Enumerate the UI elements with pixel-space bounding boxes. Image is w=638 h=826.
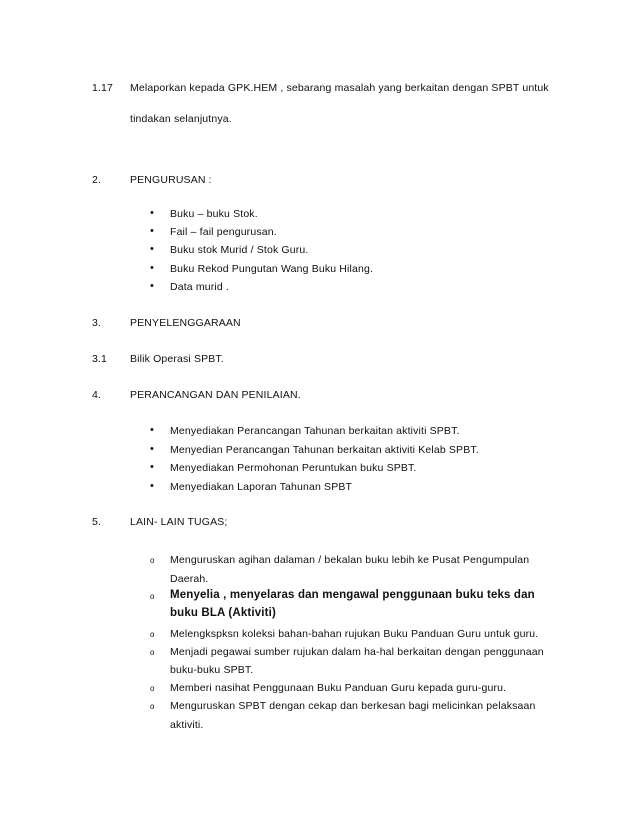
list-item: Buku stok Murid / Stok Guru. <box>170 244 309 256</box>
list-item: Menguruskan agihan dalaman / bekalan buku lebih ke Pusat Pengumpulan <box>170 554 530 566</box>
circle-bullet-icon: o <box>150 556 155 565</box>
section-5-title: LAIN- LAIN TUGAS; <box>130 516 228 528</box>
list-item-continuation: Daerah. <box>170 573 209 585</box>
list-item: Memberi nasihat Penggunaan Buku Panduan Guru kepada guru-guru. <box>170 682 507 694</box>
circle-bullet-icon: o <box>150 648 155 657</box>
list-item: Buku – buku Stok. <box>170 208 258 220</box>
section-number-4: 4. <box>92 389 102 401</box>
bullet-icon: • <box>150 443 155 455</box>
section-number-3: 3. <box>92 317 102 329</box>
section-2-title: PENGURUSAN : <box>130 174 212 186</box>
section-number-2: 2. <box>92 174 102 186</box>
circle-bullet-icon: o <box>150 684 155 693</box>
list-item-bold: Menyelia , menyelaras dan mengawal penggunaan buku teks dan <box>170 589 535 601</box>
section-1-17-text-line-2: tindakan selanjutnya. <box>130 113 232 125</box>
bullet-icon: • <box>150 262 155 274</box>
circle-bullet-icon: o <box>150 630 155 639</box>
list-item-bold-continuation: buku BLA (Aktiviti) <box>170 607 276 619</box>
section-3-title: PENYELENGGARAAN <box>130 317 241 329</box>
list-item: Buku Rekod Pungutan Wang Buku Hilang. <box>170 263 374 275</box>
bullet-icon: • <box>150 207 155 219</box>
bullet-icon: • <box>150 424 155 436</box>
section-number-1-17: 1.17 <box>92 82 114 94</box>
circle-bullet-icon: o <box>150 702 155 711</box>
bullet-icon: • <box>150 243 155 255</box>
bullet-icon: • <box>150 225 155 237</box>
list-item-continuation: aktiviti. <box>170 719 204 731</box>
bullet-icon: • <box>150 280 155 292</box>
list-item: Menyediakan Laporan Tahunan SPBT <box>170 481 353 493</box>
section-3-1-title: Bilik Operasi SPBT. <box>130 353 224 365</box>
section-number-5: 5. <box>92 516 102 528</box>
circle-bullet-icon: o <box>150 592 155 601</box>
list-item-continuation: buku-buku SPBT. <box>170 664 254 676</box>
list-item: Menyediakan Permohonan Peruntukan buku SPBT. <box>170 462 417 474</box>
list-item: Menyedian Perancangan Tahunan berkaitan aktiviti Kelab SPBT. <box>170 444 479 456</box>
list-item: Menjadi pegawai sumber rujukan dalam ha-hal berkaitan dengan penggunaan <box>170 646 544 658</box>
list-item: Menguruskan SPBT dengan cekap dan berkesan bagi melicinkan pelaksaan <box>170 700 536 712</box>
section-4-title: PERANCANGAN DAN PENILAIAN. <box>130 389 301 401</box>
list-item: Menyediakan Perancangan Tahunan berkaitan aktiviti SPBT. <box>170 425 460 437</box>
bullet-icon: • <box>150 480 155 492</box>
section-1-17-text-line-1: Melaporkan kepada GPK.HEM , sebarang masalah yang berkaitan dengan SPBT untuk <box>130 82 549 94</box>
section-number-3-1: 3.1 <box>92 353 108 365</box>
bullet-icon: • <box>150 461 155 473</box>
list-item: Data murid . <box>170 281 229 293</box>
list-item: Fail – fail pengurusan. <box>170 226 277 238</box>
list-item: Melengkspksn koleksi bahan-bahan rujukan Buku Panduan Guru untuk guru. <box>170 628 539 640</box>
